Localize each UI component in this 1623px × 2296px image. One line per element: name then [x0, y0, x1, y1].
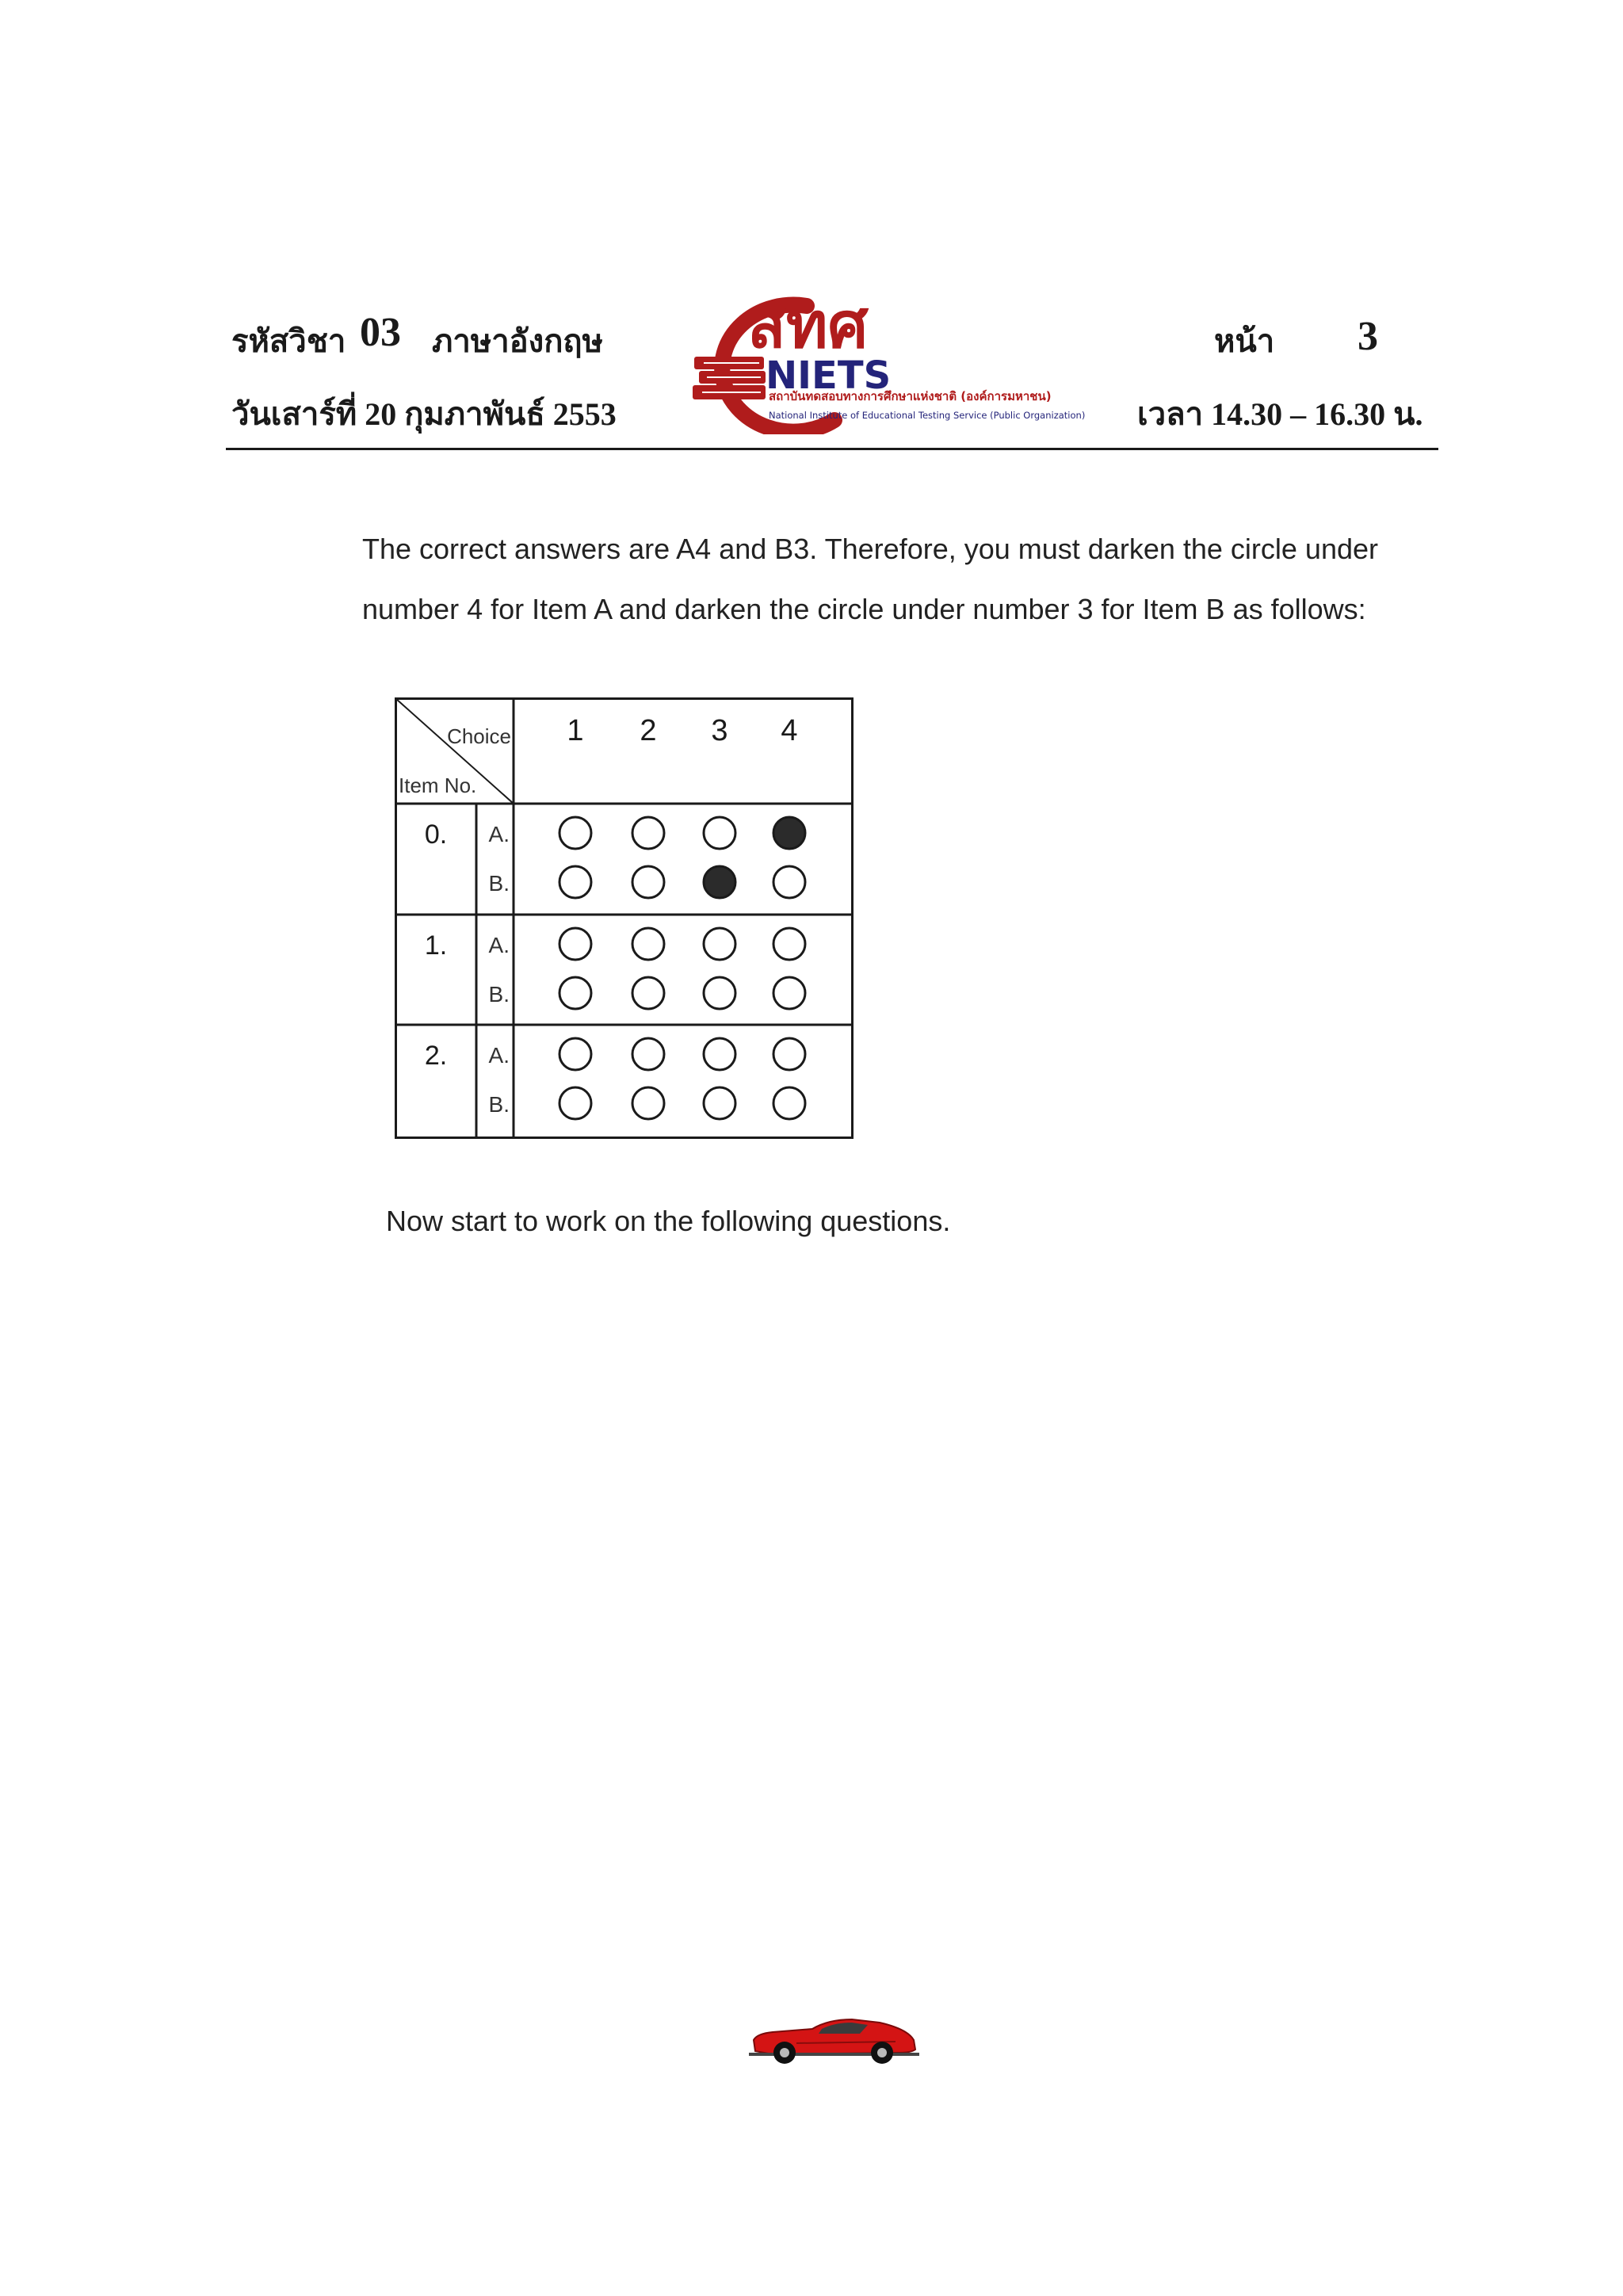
answer-bubble: [559, 1087, 591, 1119]
answer-bubble: [704, 928, 735, 960]
item-number: 0.: [424, 819, 448, 850]
item-number: 2.: [424, 1041, 448, 1071]
answer-bubble: [559, 977, 591, 1009]
instruction-line-1: The correct answers are A4 and B3. Therefore, you must darken the circle under: [362, 533, 1378, 565]
item-sub-label: A.: [488, 933, 510, 957]
item-sub-label: A.: [488, 822, 510, 846]
answer-bubble: [632, 817, 664, 849]
answer-bubble: [632, 977, 664, 1009]
grid-header-item-no: Item No.: [399, 774, 477, 797]
answer-bubble: [559, 928, 591, 960]
answer-bubble: [773, 977, 805, 1009]
books-icon: [693, 357, 766, 399]
answer-bubble: [632, 866, 664, 898]
answer-grid-example: [395, 697, 854, 1139]
red-sports-car-icon: [749, 2013, 919, 2065]
item-sub-label: A.: [488, 1043, 510, 1068]
subject-code: 03: [360, 310, 401, 355]
answer-bubble: [559, 1038, 591, 1070]
closing-instruction: Now start to work on the following questions.: [386, 1205, 951, 1237]
answer-bubble: [559, 866, 591, 898]
choice-header-3: 3: [711, 714, 728, 747]
instruction-line-2: number 4 for Item A and darken the circle under number 3 for Item B as follows:: [362, 593, 1366, 625]
answer-bubble: [704, 1087, 735, 1119]
item-number: 1.: [424, 930, 448, 961]
item-sub-label: B.: [488, 1092, 510, 1117]
choice-header-2: 2: [640, 714, 657, 747]
item-sub-label: B.: [488, 871, 510, 896]
subject-label: รหัสวิชา: [231, 323, 346, 359]
header-divider: [226, 448, 1438, 450]
answer-bubble: [704, 817, 735, 849]
logo-thai-initials: สทศ: [747, 292, 869, 362]
logo-acronym: NIETS: [766, 353, 892, 398]
logo-thai-name: สถาบันทดสอบทางการศึกษาแห่งชาติ (องค์การมหาชน): [769, 389, 1052, 403]
answer-bubble: [704, 1038, 735, 1070]
subject-name: ภาษาอังกฤษ: [432, 323, 604, 359]
answer-bubble-filled: [704, 866, 735, 898]
answer-bubble: [773, 866, 805, 898]
answer-bubble: [559, 817, 591, 849]
answer-bubble: [773, 1038, 805, 1070]
item-sub-label: B.: [488, 982, 510, 1007]
grid-header-choice: Choice: [447, 724, 511, 748]
exam-date: วันเสาร์ที่ 20 กุมภาพันธ์ 2553: [231, 396, 617, 432]
page-number: 3: [1358, 314, 1378, 359]
answer-bubble: [632, 1087, 664, 1119]
choice-header-4: 4: [781, 714, 798, 747]
answer-bubble-filled: [773, 817, 805, 849]
niets-logo: [648, 292, 1132, 434]
answer-bubble: [632, 1038, 664, 1070]
page-label: หน้า: [1214, 323, 1275, 359]
exam-time: เวลา 14.30 – 16.30 น.: [1137, 396, 1423, 432]
choice-header-1: 1: [567, 714, 584, 747]
answer-bubble: [704, 977, 735, 1009]
answer-bubble: [773, 1087, 805, 1119]
answer-bubble: [773, 928, 805, 960]
logo-english-name: National Institute of Educational Testing Service (Public Organization): [769, 410, 1086, 421]
answer-bubble: [632, 928, 664, 960]
